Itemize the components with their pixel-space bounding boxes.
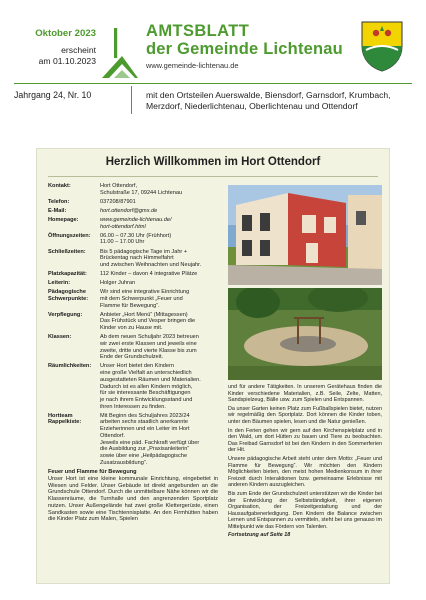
fact-value-line: 037208/87901 [100, 198, 136, 205]
issue-month: Oktober 2023 [35, 28, 96, 39]
appears-label: erscheint [61, 45, 96, 55]
fact-label: Räumlichkeiten: [48, 363, 92, 370]
fact-value-line: ausgestatteten Räumen und Materialien. [100, 376, 201, 383]
fact-value-line: Schulstraße 17, 09244 Lichtenau [100, 189, 183, 196]
fact-value-line: Anbieter „Hort Menü“ (Mittagessen) [100, 311, 188, 318]
fact-value [100, 280, 218, 287]
article-paragraph: und für andere Tätigkeiten. In unserem Gerätehaus finden die Kinder verschiedene Materialien, z.B. Seile, Zelte, Matten, Sandspielzeug, Bälle usw. zum Spielen und Entspannen. [228, 384, 382, 404]
fact-value [100, 413, 218, 467]
article-title-rule [48, 176, 378, 177]
fact-value-line: Flamme für Bewegung“. [100, 302, 160, 309]
fact-value [100, 199, 218, 206]
masthead-title [146, 22, 346, 70]
fact-label: Verpflegung: [48, 311, 83, 318]
fact-value [100, 233, 218, 246]
fact-row [48, 208, 218, 215]
fact-row [48, 199, 218, 206]
fact-label: Pädagogische Schwerpunkte: [48, 289, 89, 302]
article-paragraph: Unsere pädagogische Arbeit steht unter dem Motto: „Feuer und Flamme für Bewegung“. Wir möchten den Kindern Möglichkeiten bieten, den meist hohen Medienkonsum in ihrer Freizeit durch Interaktionen bzw. gemeinsame Erlebnisse mit anderen Kindern auszugleichen. [228, 455, 382, 489]
fact-row [48, 413, 218, 467]
fact-value [100, 334, 218, 361]
issue-number: Jahrgang 24, Nr. 10 [14, 90, 92, 100]
fact-value-line: eine große Vielfalt an unterschiedlich [100, 370, 192, 377]
section-heading: Feuer und Flamme für Bewegung [48, 468, 137, 475]
fact-label: E-Mail: [48, 207, 67, 214]
fact-label: Platzkapazität: [48, 271, 87, 278]
fact-label: Klassen: [48, 334, 72, 341]
districts-text [146, 90, 416, 113]
fact-label: Öffnungszeiten: [48, 232, 91, 239]
masthead-rule [14, 83, 412, 84]
fact-value [100, 271, 218, 278]
section-text: Unser Hort ist eine kleine kommunale Einrichtung, eingebettet in Wiesen und Felder. Unser Gebäude ist direkt angebunden an die Grundschule Ottendorf. Durch die unmittelbare Nähe können wir die Klassenräume, die Turnhalle und den angrenzenden Sportplatz nutzen. Unser Außengelände hat zwei große Klettergerüste, einen Sandkasten sowie eine Tischtennisplatte. An den Firmhütten haben die Kinder Platz zum Malen, Spielen [48, 476, 218, 523]
fact-value-line[interactable]: www.gemeinde-lichtenau.de/ [100, 216, 172, 223]
fact-value-line: Das Frühstück und Vesper bringen die [100, 318, 196, 325]
fact-value [100, 208, 218, 215]
fact-value-line: Ende der Grundschulzeit. [100, 354, 164, 361]
fact-value-line: für sie interessante Beschäftigungen [100, 390, 191, 397]
fact-value-line: je nach ihrem Entwicklungsstand und [100, 396, 193, 403]
article-paragraph: Da unser Garten keinen Platz zum Fußballspielen bietet, nutzen wir regelmäßig den Sportplatz. Dort können die Kinder toben, unter den Bäumen spielen, lesen und die Natur genießen. [228, 405, 382, 425]
fact-value-line: Kinder von zu Hause mit. [100, 325, 163, 332]
right-text-column [228, 384, 382, 541]
fact-value [100, 183, 218, 196]
fact-value-line: Bis 5 pädagogische Tage im Jahr + [100, 248, 188, 255]
publication-title: AMTSBLATT [146, 22, 250, 40]
fact-value-line: arbeiten sechs staatlich anerkannte [100, 419, 189, 426]
fact-value-line: Erzieherinnen und ein Leiter im Hort [100, 426, 190, 433]
fact-value-line: Brückentag nach Himmelfahrt [100, 255, 174, 262]
fact-row [48, 334, 218, 361]
fact-row [48, 280, 218, 287]
fact-row [48, 289, 218, 309]
fact-value-line: Jeweils eine päd. Fachkraft verfügt über [100, 439, 200, 446]
fact-value [100, 289, 218, 309]
article-title: Herzlich Willkommen im Hort Ottendorf [105, 156, 321, 168]
coat-of-arms-icon [360, 20, 404, 72]
fact-row [48, 233, 218, 246]
fact-value-line: und zwischen Weihnachten und Neujahr. [100, 261, 202, 268]
fact-value [100, 217, 218, 230]
facts-list [48, 183, 218, 466]
article-paragraph: Bis zum Ende der Grundschulzeit unterstützen wir die Kinder bei der Entwicklung der Selbstständigkeit, ihrer eigenen Organisation, der Freizeitgestaltung und der Hausaufgabenerledigung. Den Kindern die Balance zwischen Lernen und Entspannen zu vermitteln, steht bei uns genauso im Mittelpunkt wie das Fördern von Talenten. [228, 490, 383, 530]
fact-label: Kontakt: [48, 183, 71, 189]
fact-value-line: mit dem Schwerpunkt „Feuer und [100, 295, 183, 302]
fact-value-line: Unser Hort bietet den Kindern [100, 363, 175, 370]
fact-value-line: Holger Juhran [100, 280, 136, 287]
fact-value-line: Dadurch ist es allen Kindern möglich, [100, 383, 193, 390]
fact-value-line: zweite, dritte und vierte Klasse bis zum [100, 347, 197, 354]
website-url: www.gemeinde-lichtenau.de [146, 61, 239, 70]
playground-photo [228, 288, 382, 380]
article-paragraph: In den Ferien gehen wir gern auf den Kirchenspielplatz und in den Wald, um dort Hütten zu bauen und Tiere zu beobachten. Das Freibad Garnsdorf ist bei den Kindern in den Sommerferien der Hit. [228, 427, 382, 454]
fact-row [48, 217, 218, 230]
fact-value [100, 249, 218, 269]
fact-value-line: Zusatzausbildung“. [100, 459, 148, 466]
fact-value-line: Hort Ottendorf, [100, 183, 137, 189]
fact-value-line: Wir sind eine integrative Einrichtung [100, 289, 190, 296]
continued-note: Fortsetzung auf Seite 18 [228, 532, 291, 539]
fact-label: Hortteam Rappelkiste: [48, 412, 82, 426]
facts-column [48, 183, 218, 523]
fact-value-line[interactable]: hort-ottendorf.html [100, 223, 146, 230]
districts-line-1: mit den Ortsteilen Auerswalde, Biensdorf, Garnsdorf, Krumbach, [146, 90, 391, 100]
fact-label: Schließzeiten: [48, 248, 86, 255]
issue-date-block [0, 28, 96, 66]
fact-row [48, 183, 218, 196]
fact-value-line: wir zwei erste Klassen und jeweils eine [100, 340, 197, 347]
fact-label: Leiterin: [48, 280, 71, 287]
fact-value-line: Ab dem neuen Schuljahr 2023 betreuen [100, 334, 199, 341]
fact-row [48, 271, 218, 278]
fact-value-line[interactable]: hort.ottendorf@gmx.de [100, 207, 158, 214]
fact-row [48, 249, 218, 269]
fact-value-line: 11.00 – 17.00 Uhr [100, 239, 145, 246]
right-paragraphs [228, 384, 382, 530]
fact-value-line: sowie über eine „Heilpädagogische [100, 453, 188, 459]
fact-value [100, 363, 218, 410]
fact-row [48, 363, 218, 410]
publication-subtitle: der Gemeinde Lichtenau [146, 40, 343, 58]
fact-value [100, 312, 218, 332]
fact-value-line: 06.00 – 07.30 Uhr (Frühhort) [100, 232, 172, 239]
fact-label: Telefon: [48, 198, 70, 205]
building-photo [228, 185, 382, 285]
fact-label: Homepage: [48, 216, 79, 223]
appears-date: am 01.10.2023 [38, 55, 96, 66]
fact-row [48, 312, 218, 332]
fact-value-line: Mit Beginn des Schuljahres 2023/24 [100, 412, 190, 419]
fact-value-line: die Ausbildung zur „Praxisanleiterin“ [100, 446, 190, 453]
fact-value-line: Ottendorf. [100, 432, 125, 439]
districts-line-2: Merzdorf, Niederlichtenau, Oberlichtenau und Ottendorf [146, 101, 358, 112]
fact-value-line: ihren Interessen zu finden. [100, 403, 166, 410]
fact-value-line: 112 Kinder – davon 4 integrative Plätze [100, 271, 198, 278]
masthead-divider [131, 86, 132, 114]
